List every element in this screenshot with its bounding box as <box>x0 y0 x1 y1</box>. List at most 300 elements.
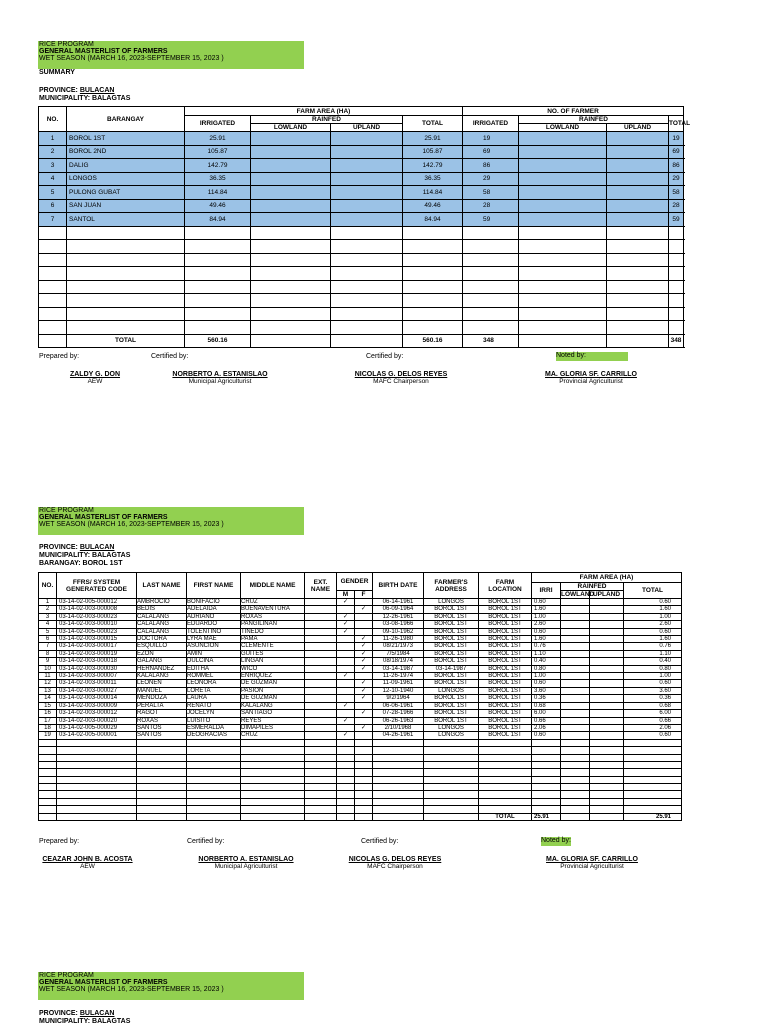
last-name: EZON <box>137 650 187 657</box>
birth-date: 03-08-1966 <box>373 621 424 628</box>
signatory-name: CEAZAR JOHN B. ACOSTA <box>42 856 133 863</box>
table-row <box>39 132 684 146</box>
signatory-role: MAFC Chairperson <box>373 378 429 385</box>
farmer-address: LONGOS <box>424 732 479 739</box>
irrigated-area: 3.60 <box>532 687 561 694</box>
total-farmers: 58 <box>669 186 684 200</box>
irrigated-area: 1.10 <box>532 650 561 657</box>
barangay-name: DALIG <box>67 159 185 173</box>
province-value: BULACAN <box>79 87 115 94</box>
system-code: 03-14-02-003-000017 <box>57 643 137 650</box>
row-number: 2 <box>39 606 57 613</box>
system-code: 03-14-02-003-000027 <box>57 687 137 694</box>
first-name: BONIFACIO <box>187 599 241 606</box>
row-number: 12 <box>39 680 57 687</box>
last-name: CALALANG <box>137 628 187 635</box>
system-code: 03-14-02-003-000020 <box>57 717 137 724</box>
first-name: EDITHA <box>187 665 241 672</box>
farm-location: BOROL 1ST <box>479 606 532 613</box>
irrigated-area: 0.40 <box>532 658 561 665</box>
birth-date: 2/10/1968 <box>373 724 424 731</box>
column-header: NO. <box>39 573 57 599</box>
gender-male <box>337 606 355 613</box>
first-name: ASUNCION <box>187 643 241 650</box>
farmer-address: BOROL 1ST <box>424 680 479 687</box>
row-number: 8 <box>39 650 57 657</box>
barangay-name: PULONG GUBAT <box>67 186 185 200</box>
column-header: F <box>355 591 373 599</box>
total-area: 0.80 <box>624 665 682 672</box>
table-row <box>39 717 682 724</box>
province-value: BULACAN <box>79 1010 115 1017</box>
signatory-ma <box>186 856 306 870</box>
system-code: 03-14-02-005-000029 <box>57 724 137 731</box>
program-label: RICE PROGRAM <box>39 41 94 48</box>
table-row <box>39 599 682 606</box>
irrigated-area: 1.00 <box>532 673 561 680</box>
gender-female: ✓ <box>355 650 373 657</box>
signatory-name: NORBERTO A. ESTANISLAO <box>172 371 268 378</box>
middle-name: REYES <box>241 717 305 724</box>
middle-name: KALALANG <box>241 702 305 709</box>
farm-location: BOROL 1ST <box>479 636 532 643</box>
last-name: ROXAS <box>137 717 187 724</box>
gender-male <box>337 665 355 672</box>
row-number: 13 <box>39 687 57 694</box>
total-farmers: 348 <box>669 334 684 347</box>
column-header: TOTAL <box>669 116 684 132</box>
total-area: 84.94 <box>403 213 463 227</box>
column-header: RAINFED <box>561 583 624 591</box>
system-code: 03-14-02-005-000001 <box>57 732 137 739</box>
middle-name: GUITES <box>241 650 305 657</box>
table-row <box>39 732 682 739</box>
certified-by-label: Certified by: <box>151 353 189 360</box>
birth-date: 7/5/1984 <box>373 650 424 657</box>
irrigated-area: 0.36 <box>532 695 561 702</box>
farm-location: BOROL 1ST <box>479 643 532 650</box>
farmer-address: BOROL 1ST <box>424 658 479 665</box>
signatory-name: NORBERTO A. ESTANISLAO <box>198 856 294 863</box>
middle-name: PASION <box>241 687 305 694</box>
table-row <box>39 650 682 657</box>
column-header: LOWLAND <box>251 124 331 132</box>
birth-date: 06-14-1961 <box>373 599 424 606</box>
gender-female: ✓ <box>355 724 373 731</box>
column-header: FFRS/ SYSTEM GENERATED CODE <box>57 573 137 599</box>
last-name: KALALANG <box>137 673 187 680</box>
row-number: 9 <box>39 658 57 665</box>
table-row <box>39 628 682 635</box>
column-header: M <box>337 591 355 599</box>
prepared-by-label: Prepared by: <box>39 838 80 845</box>
irrigated-farmers: 58 <box>463 186 519 200</box>
farmer-address: BOROL 1ST <box>424 643 479 650</box>
farm-location: BOROL 1ST <box>479 687 532 694</box>
signatory-role: AEW <box>87 378 103 385</box>
birth-date: 04-26-1961 <box>373 732 424 739</box>
total-area: 114.84 <box>403 186 463 200</box>
row-number: 4 <box>39 172 67 186</box>
signatory-mafc <box>340 856 450 870</box>
farm-location: BOROL 1ST <box>479 628 532 635</box>
document-title: GENERAL MASTERLIST OF FARMERS <box>39 48 168 56</box>
document-title: GENERAL MASTERLIST OF FARMERS <box>39 514 168 522</box>
row-number: 10 <box>39 665 57 672</box>
farm-location: BOROL 1ST <box>479 665 532 672</box>
column-header: UPLAND <box>331 124 403 132</box>
barangay-name: BOROL 2ND <box>67 145 185 159</box>
certified-by-label-2: Certified by: <box>361 838 399 845</box>
middle-name: TINEDO <box>241 628 305 635</box>
irrigated-area: 1.60 <box>532 636 561 643</box>
system-code: 03-14-02-003-000011 <box>57 680 137 687</box>
row-number: 7 <box>39 213 67 227</box>
farmer-address: BOROL 1ST <box>424 702 479 709</box>
middle-name: LINGAN <box>241 658 305 665</box>
farm-location: BOROL 1ST <box>479 724 532 731</box>
system-code: 03-14-02-005-000012 <box>57 599 137 606</box>
signatory-role: Provincial Agriculturist <box>560 863 624 870</box>
row-number: 3 <box>39 613 57 620</box>
total-farmers: 29 <box>669 172 684 186</box>
last-name: CALALANG <box>137 621 187 628</box>
middle-name: SANTIAGO <box>241 710 305 717</box>
first-name: RENATO <box>187 702 241 709</box>
irrigated-area: 2.06 <box>532 724 561 731</box>
middle-name: DE GUZMAN <box>241 695 305 702</box>
table-row <box>39 636 682 643</box>
table-row <box>39 613 682 620</box>
irrigated-area: 2.60 <box>532 621 561 628</box>
column-header: TOTAL <box>403 116 463 132</box>
farmer-address: BOROL 1ST <box>424 695 479 702</box>
signatory-pa <box>536 856 648 870</box>
irrigated-area: 105.87 <box>185 145 251 159</box>
municipality-line: MUNICIPALITY: BALAGTAS <box>39 95 131 102</box>
total-area: 0.66 <box>624 717 682 724</box>
total-area: 0.36 <box>624 695 682 702</box>
prepared-by-label: Prepared by: <box>39 353 80 360</box>
middle-name: WICO <box>241 665 305 672</box>
table-row <box>39 307 684 321</box>
gender-male: ✓ <box>337 702 355 709</box>
row-number: 11 <box>39 673 57 680</box>
total-area: 560.16 <box>403 334 463 347</box>
farm-location: BOROL 1ST <box>479 695 532 702</box>
column-header: FARM AREA (HA) <box>185 107 463 116</box>
table-row <box>39 226 684 240</box>
irrigated-area: 6.00 <box>532 710 561 717</box>
gender-female: ✓ <box>355 680 373 687</box>
farmer-address: BOROL 1ST <box>424 717 479 724</box>
total-area: 3.60 <box>624 687 682 694</box>
province-line <box>39 1010 114 1017</box>
farmer-address: BOROL 1ST <box>424 613 479 620</box>
row-number: 5 <box>39 628 57 635</box>
signatory-name: MA. GLORIA SF. CARRILLO <box>546 856 638 863</box>
row-number: 17 <box>39 717 57 724</box>
total-farmers: 28 <box>669 199 684 213</box>
irrigated-area: 0.76 <box>532 643 561 650</box>
last-name: RAGOT <box>137 710 187 717</box>
farmer-address: LONGOS <box>424 599 479 606</box>
total-farmers: 86 <box>669 159 684 173</box>
signatory-role: Provincial Agriculturist <box>559 378 623 385</box>
birth-date: 11-09-1961 <box>373 680 424 687</box>
document-title: GENERAL MASTERLIST OF FARMERS <box>39 979 168 987</box>
row-number: 7 <box>39 643 57 650</box>
table-row <box>39 606 682 613</box>
first-name: DULCINA <box>187 658 241 665</box>
table-row <box>39 724 682 731</box>
farmer-address: BOROL 1ST <box>424 628 479 635</box>
table-row <box>39 761 682 768</box>
column-header: LOWLAND <box>519 124 607 132</box>
table-row <box>39 702 682 709</box>
farmer-address: BOROL 1ST <box>424 621 479 628</box>
row-number: 18 <box>39 724 57 731</box>
total-irrigated-farmers: 348 <box>463 334 519 347</box>
province-value: BULACAN <box>79 544 115 551</box>
total-area: 1.10 <box>624 650 682 657</box>
table-row <box>39 673 682 680</box>
last-name: PERALTA <box>137 702 187 709</box>
first-name: JOCELYN <box>187 710 241 717</box>
noted-by-label: Noted by: <box>556 352 628 361</box>
irrigated-area: 114.84 <box>185 186 251 200</box>
first-name: LEONORA <box>187 680 241 687</box>
first-name: LUISITO <box>187 717 241 724</box>
barangay-name: BOROL 1ST <box>67 132 185 146</box>
program-label: RICE PROGRAM <box>39 507 94 514</box>
table-row <box>39 695 682 702</box>
system-code: 03-14-02-003-000030 <box>57 665 137 672</box>
table-row <box>39 213 684 227</box>
province-label: PROVINCE: <box>39 544 78 551</box>
farm-location: BOROL 1ST <box>479 680 532 687</box>
column-header: IRRIGATED <box>185 116 251 132</box>
total-row <box>39 813 682 820</box>
first-name: DEOGRACIAS <box>187 732 241 739</box>
gender-male <box>337 687 355 694</box>
row-number: 6 <box>39 199 67 213</box>
row-number: 1 <box>39 132 67 146</box>
gender-female: ✓ <box>355 636 373 643</box>
gender-female <box>355 702 373 709</box>
signatory-role: MAFC Chairperson <box>367 863 423 870</box>
last-name: AMBROCIO <box>137 599 187 606</box>
gender-female <box>355 628 373 635</box>
gender-male: ✓ <box>337 717 355 724</box>
certified-by-label: Certified by: <box>187 838 225 845</box>
irrigated-farmers: 29 <box>463 172 519 186</box>
column-header: LOWLAND <box>561 591 595 598</box>
farm-location: BOROL 1ST <box>479 658 532 665</box>
system-code: 03-14-02-003-000015 <box>57 636 137 643</box>
farmer-address: LONGOS <box>424 724 479 731</box>
province-line <box>39 544 114 551</box>
table-row <box>39 784 682 791</box>
middle-name: CLEMENTE <box>241 643 305 650</box>
table-row <box>39 240 684 254</box>
total-farmers: 59 <box>669 213 684 227</box>
signatory-mafc <box>346 371 456 385</box>
total-area: 6.00 <box>624 710 682 717</box>
total-row <box>39 334 684 347</box>
column-header: LAST NAME <box>137 573 187 599</box>
irrigated-farmers: 59 <box>463 213 519 227</box>
total-area: 0.60 <box>624 732 682 739</box>
gender-male: ✓ <box>337 599 355 606</box>
irrigated-area: 0.80 <box>532 665 561 672</box>
gender-male <box>337 710 355 717</box>
birth-date: 9/2/1964 <box>373 695 424 702</box>
signatory-name: MA. GLORIA SF. CARRILLO <box>545 371 637 378</box>
farm-location: BOROL 1ST <box>479 673 532 680</box>
table-row <box>39 643 682 650</box>
table-row <box>39 769 682 776</box>
farm-location: BOROL 1ST <box>479 710 532 717</box>
signatory-pa <box>535 371 647 385</box>
system-code: 03-14-02-005-000023 <box>57 628 137 635</box>
farm-location: BOROL 1ST <box>479 717 532 724</box>
farmer-address: BOROL 1ST <box>424 606 479 613</box>
middle-name: ENRIQUEZ <box>241 673 305 680</box>
column-header: FARM AREA (HA) <box>532 573 682 583</box>
last-name: HERNANDEZ <box>137 665 187 672</box>
irrigated-area: 0.60 <box>532 732 561 739</box>
irrigated-area: 25.91 <box>185 132 251 146</box>
column-header: FIRST NAME <box>187 573 241 599</box>
farm-location: BOROL 1ST <box>479 621 532 628</box>
column-header: NO. OF FARMER <box>463 107 684 116</box>
signatory-ma <box>160 371 280 385</box>
table-row <box>39 798 682 805</box>
table-row <box>39 776 682 783</box>
farmer-address: BOROL 1ST <box>424 673 479 680</box>
system-code: 03-14-02-003-000012 <box>57 710 137 717</box>
table-row <box>39 321 684 335</box>
certified-by-label-2: Certified by: <box>366 353 404 360</box>
gender-male: ✓ <box>337 621 355 628</box>
irrigated-area: 1.60 <box>532 606 561 613</box>
last-name: MANUEL <box>137 687 187 694</box>
gender-female: ✓ <box>355 606 373 613</box>
irrigated-farmers: 28 <box>463 199 519 213</box>
gender-male <box>337 724 355 731</box>
gender-female: ✓ <box>355 643 373 650</box>
middle-name: DE GUZMAN <box>241 680 305 687</box>
total-area: 1.00 <box>624 673 682 680</box>
province-label: PROVINCE: <box>39 87 78 94</box>
header-banner-3 <box>38 972 304 1000</box>
system-code: 03-14-02-003-000023 <box>57 613 137 620</box>
row-number: 6 <box>39 636 57 643</box>
farm-location: BOROL 1ST <box>479 650 532 657</box>
signatory-role: Municipal Agriculturist <box>214 863 278 870</box>
first-name: LORETA <box>187 687 241 694</box>
farm-location: BOROL 1ST <box>479 702 532 709</box>
last-name: CALALANG <box>137 613 187 620</box>
gender-female <box>355 732 373 739</box>
column-header: GENDER <box>337 573 373 591</box>
table-row <box>39 253 684 267</box>
table-row <box>39 199 684 213</box>
row-number: 14 <box>39 695 57 702</box>
system-code: 03-14-02-003-000018 <box>57 658 137 665</box>
gender-female <box>355 599 373 606</box>
row-number: 15 <box>39 702 57 709</box>
table-row <box>39 621 682 628</box>
noted-by-label: Noted by: <box>541 837 571 844</box>
total-area: 36.35 <box>403 172 463 186</box>
table-row <box>39 267 684 281</box>
irrigated-area: 49.46 <box>185 199 251 213</box>
system-code: 03-14-02-003-000019 <box>57 650 137 657</box>
column-header: BARANGAY <box>67 107 185 132</box>
first-name: TOLENTINO <box>187 628 241 635</box>
total-area: 1.00 <box>624 613 682 620</box>
total-farmers: 19 <box>669 132 684 146</box>
total-area: 2.06 <box>624 724 682 731</box>
table-row <box>39 280 684 294</box>
table-row <box>39 710 682 717</box>
irrigated-area: 84.94 <box>185 213 251 227</box>
gender-female: ✓ <box>355 687 373 694</box>
irrigated-area: 0.68 <box>532 702 561 709</box>
header-banner-2 <box>38 507 304 535</box>
column-header: IRRIGATED <box>463 116 519 132</box>
farm-location: BOROL 1ST <box>479 732 532 739</box>
column-header: IRRI <box>532 583 561 599</box>
birth-date: 07-28-1966 <box>373 710 424 717</box>
irrigated-area: 0.60 <box>532 628 561 635</box>
total-area: 0.60 <box>624 628 682 635</box>
last-name: DOCTORA <box>137 636 187 643</box>
irrigated-area: 0.60 <box>532 680 561 687</box>
middle-name: CRUZ <box>241 599 305 606</box>
table-row <box>39 294 684 308</box>
farmer-address: 03-14-1987 <box>424 665 479 672</box>
gender-male <box>337 658 355 665</box>
middle-name: PANGILINAN <box>241 621 305 628</box>
irrigated-area: 0.60 <box>532 599 561 606</box>
birth-date: 03-14-1987 <box>373 665 424 672</box>
column-header: UPLAND <box>590 591 624 599</box>
barangay-line: BARANGAY: BOROL 1ST <box>39 560 123 567</box>
municipality-line: MUNICIPALITY: BALAGTAS <box>39 1018 131 1025</box>
total-area: 0.60 <box>624 599 682 606</box>
gender-male: ✓ <box>337 673 355 680</box>
signatory-role: AEW <box>80 863 95 870</box>
table-row <box>39 665 682 672</box>
system-code: 03-14-02-003-000008 <box>57 606 137 613</box>
province-label: PROVINCE: <box>39 1010 78 1017</box>
table-row <box>39 658 682 665</box>
season-label: WET SEASON (MARCH 16, 2023-SEPTEMBER 15, 2023 ) <box>39 521 224 529</box>
header-banner <box>38 41 304 69</box>
farmer-address: BOROL 1ST <box>424 636 479 643</box>
first-name: EDUARDO <box>187 621 241 628</box>
middle-name: CRUZ <box>241 732 305 739</box>
birth-date: 08/21/1973 <box>373 643 424 650</box>
middle-name: ROXAS <box>241 613 305 620</box>
first-name: ADRIANO <box>187 613 241 620</box>
gender-male <box>337 695 355 702</box>
farmer-address: BOROL 1ST <box>424 650 479 657</box>
total-label: TOTAL <box>67 334 185 347</box>
